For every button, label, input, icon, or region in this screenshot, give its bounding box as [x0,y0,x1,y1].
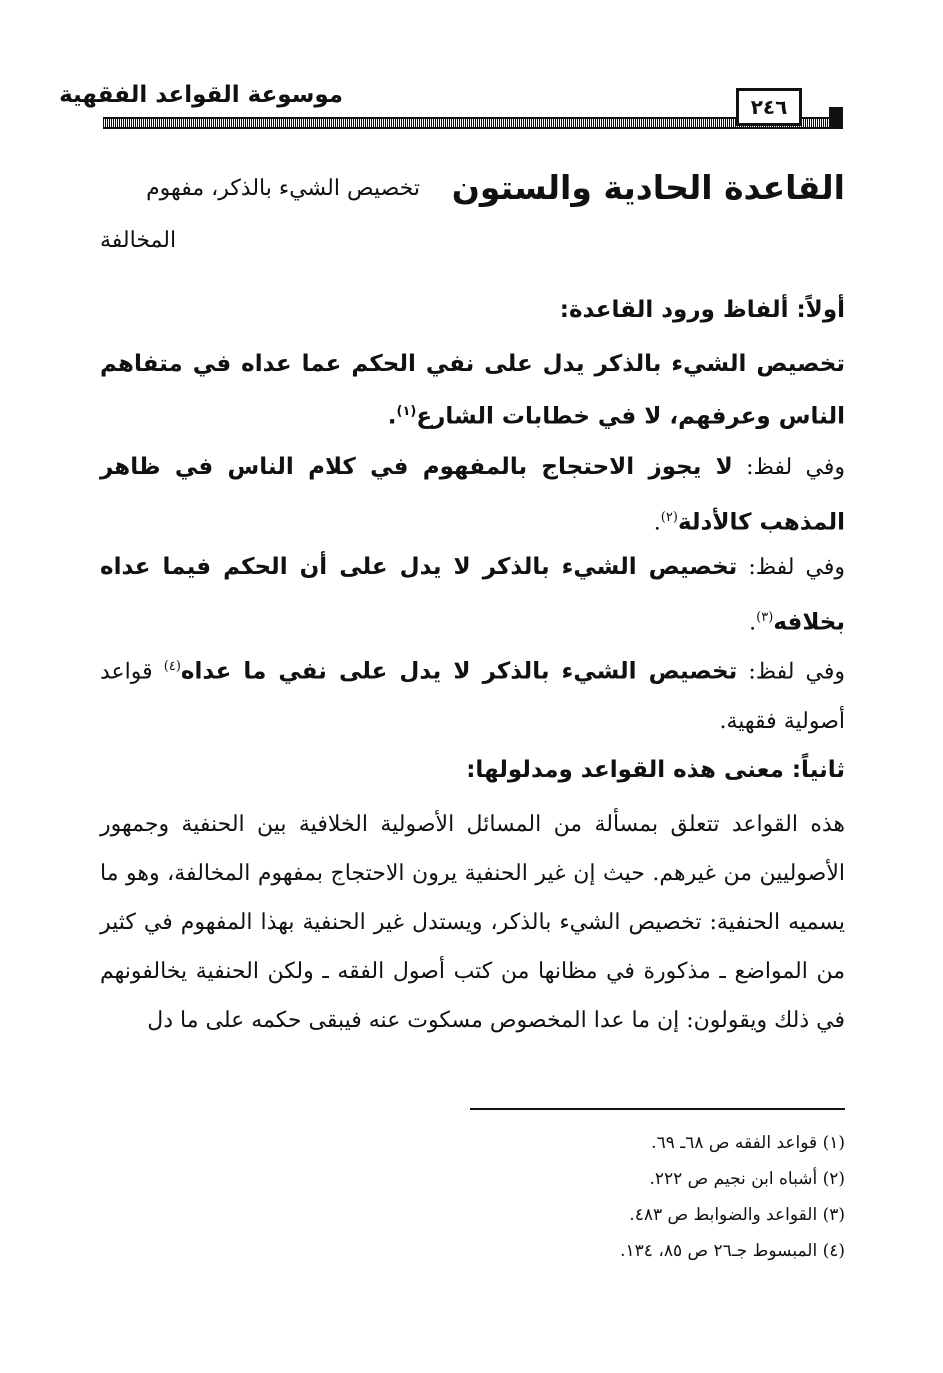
rule-wording-main: تخصيص الشيء بالذكر يدل على نفي الحكم عما عداه في متفاهم الناس وعرفهم، لا في خطابات الشارع$^{(١)}$. [100,351,845,430]
rule-title-row [100,168,845,216]
footnote-item: (٤) المبسوط جـ٢٦ ص ٨٥، ١٣٤. [620,1241,845,1261]
variant-text: لا يجوز الاحتجاج بالمفهوم في كلام الناس في ظاهر المذهب كالأدلة [100,454,845,536]
footnote-item: (٣) القواعد والضوابط ص ٤٨٣. [629,1205,845,1225]
variant-suffix: قواعد أصولية فقهية. [100,659,845,735]
rule-wording-variant-4 [100,642,845,747]
variant-text: تخصيص الشيء بالذكر لا يدل على نفي ما عداه [180,658,738,685]
variant-prefix: وفي لفظ: [737,659,846,685]
variant-prefix: وفي لفظ: [732,455,845,480]
header-divider [103,117,843,129]
rule-subtitle-continuation: المخالفة [100,228,177,253]
section-heading-wording: أولاً: ألفاظ ورود القاعدة: [559,297,845,323]
rule-subtitle: تخصيص الشيء بالذكر، مفهوم [146,176,420,201]
running-header: موسوعة القواعد الفقهية [59,82,343,108]
rule-wording-variant-2: وفي لفظ: لا يجوز الاحتجاج بالمفهوم في كلام الناس في ظاهر المذهب كالأدلة$^{(٢)}$. [100,454,845,536]
footnote-divider [470,1108,845,1110]
footnote-ref: (٣) [756,610,774,625]
footnote-ref: (٤) [163,659,181,674]
page-number: ٢٤٦ [736,88,802,126]
footnotes [345,1125,845,1269]
section-heading-meaning: ثانياً: معنى هذه القواعد ومدلولها: [466,757,845,783]
footnote-ref: (١) [396,404,417,419]
footnote-ref: (٢) [660,510,678,525]
footnote-item: (١) قواعد الفقه ص ٦٨ـ ٦٩. [651,1133,845,1153]
meaning-paragraph: هذه القواعد تتعلق بمسألة من المسائل الأصولية الخلافية بين الحنفية وجمهور الأصوليين من غيرهم. حيث إن غير الحنفية يرون الاحتجاج بمفهوم المخالفة، وهو ما يسميه الحنفية: تخصيص الشيء بالذكر، ويستدل غير الحنفية بهذا المفهوم في كثير من المواضع ـ مذكورة في مظانها من كتب أصول الفقه ـ ولكن الحنفية يخالفونهم في ذلك ويقولون: إن ما عدا المخصوص مسكوت عنه فيبقى حكمه على ما دل [100,812,845,1033]
rule-wording-text: تخصيص الشيء بالذكر يدل على نفي الحكم عما عداه في متفاهم الناس وعرفهم، لا في خطابات الشارع [100,351,845,430]
rule-wording-variant-3: وفي لفظ: تخصيص الشيء بالذكر لا يدل على أن الحكم فيما عداه بخلافه$^{(٣)}$. [100,554,845,636]
variant-text: تخصيص الشيء بالذكر لا يدل على أن الحكم فيما عداه بخلافه [100,554,845,636]
footnote-item: (٢) أشباه ابن نجيم ص ٢٢٢. [649,1169,845,1189]
variant-prefix: وفي لفظ: [737,555,845,580]
rule-title: القاعدة الحادية والستون [451,168,845,207]
